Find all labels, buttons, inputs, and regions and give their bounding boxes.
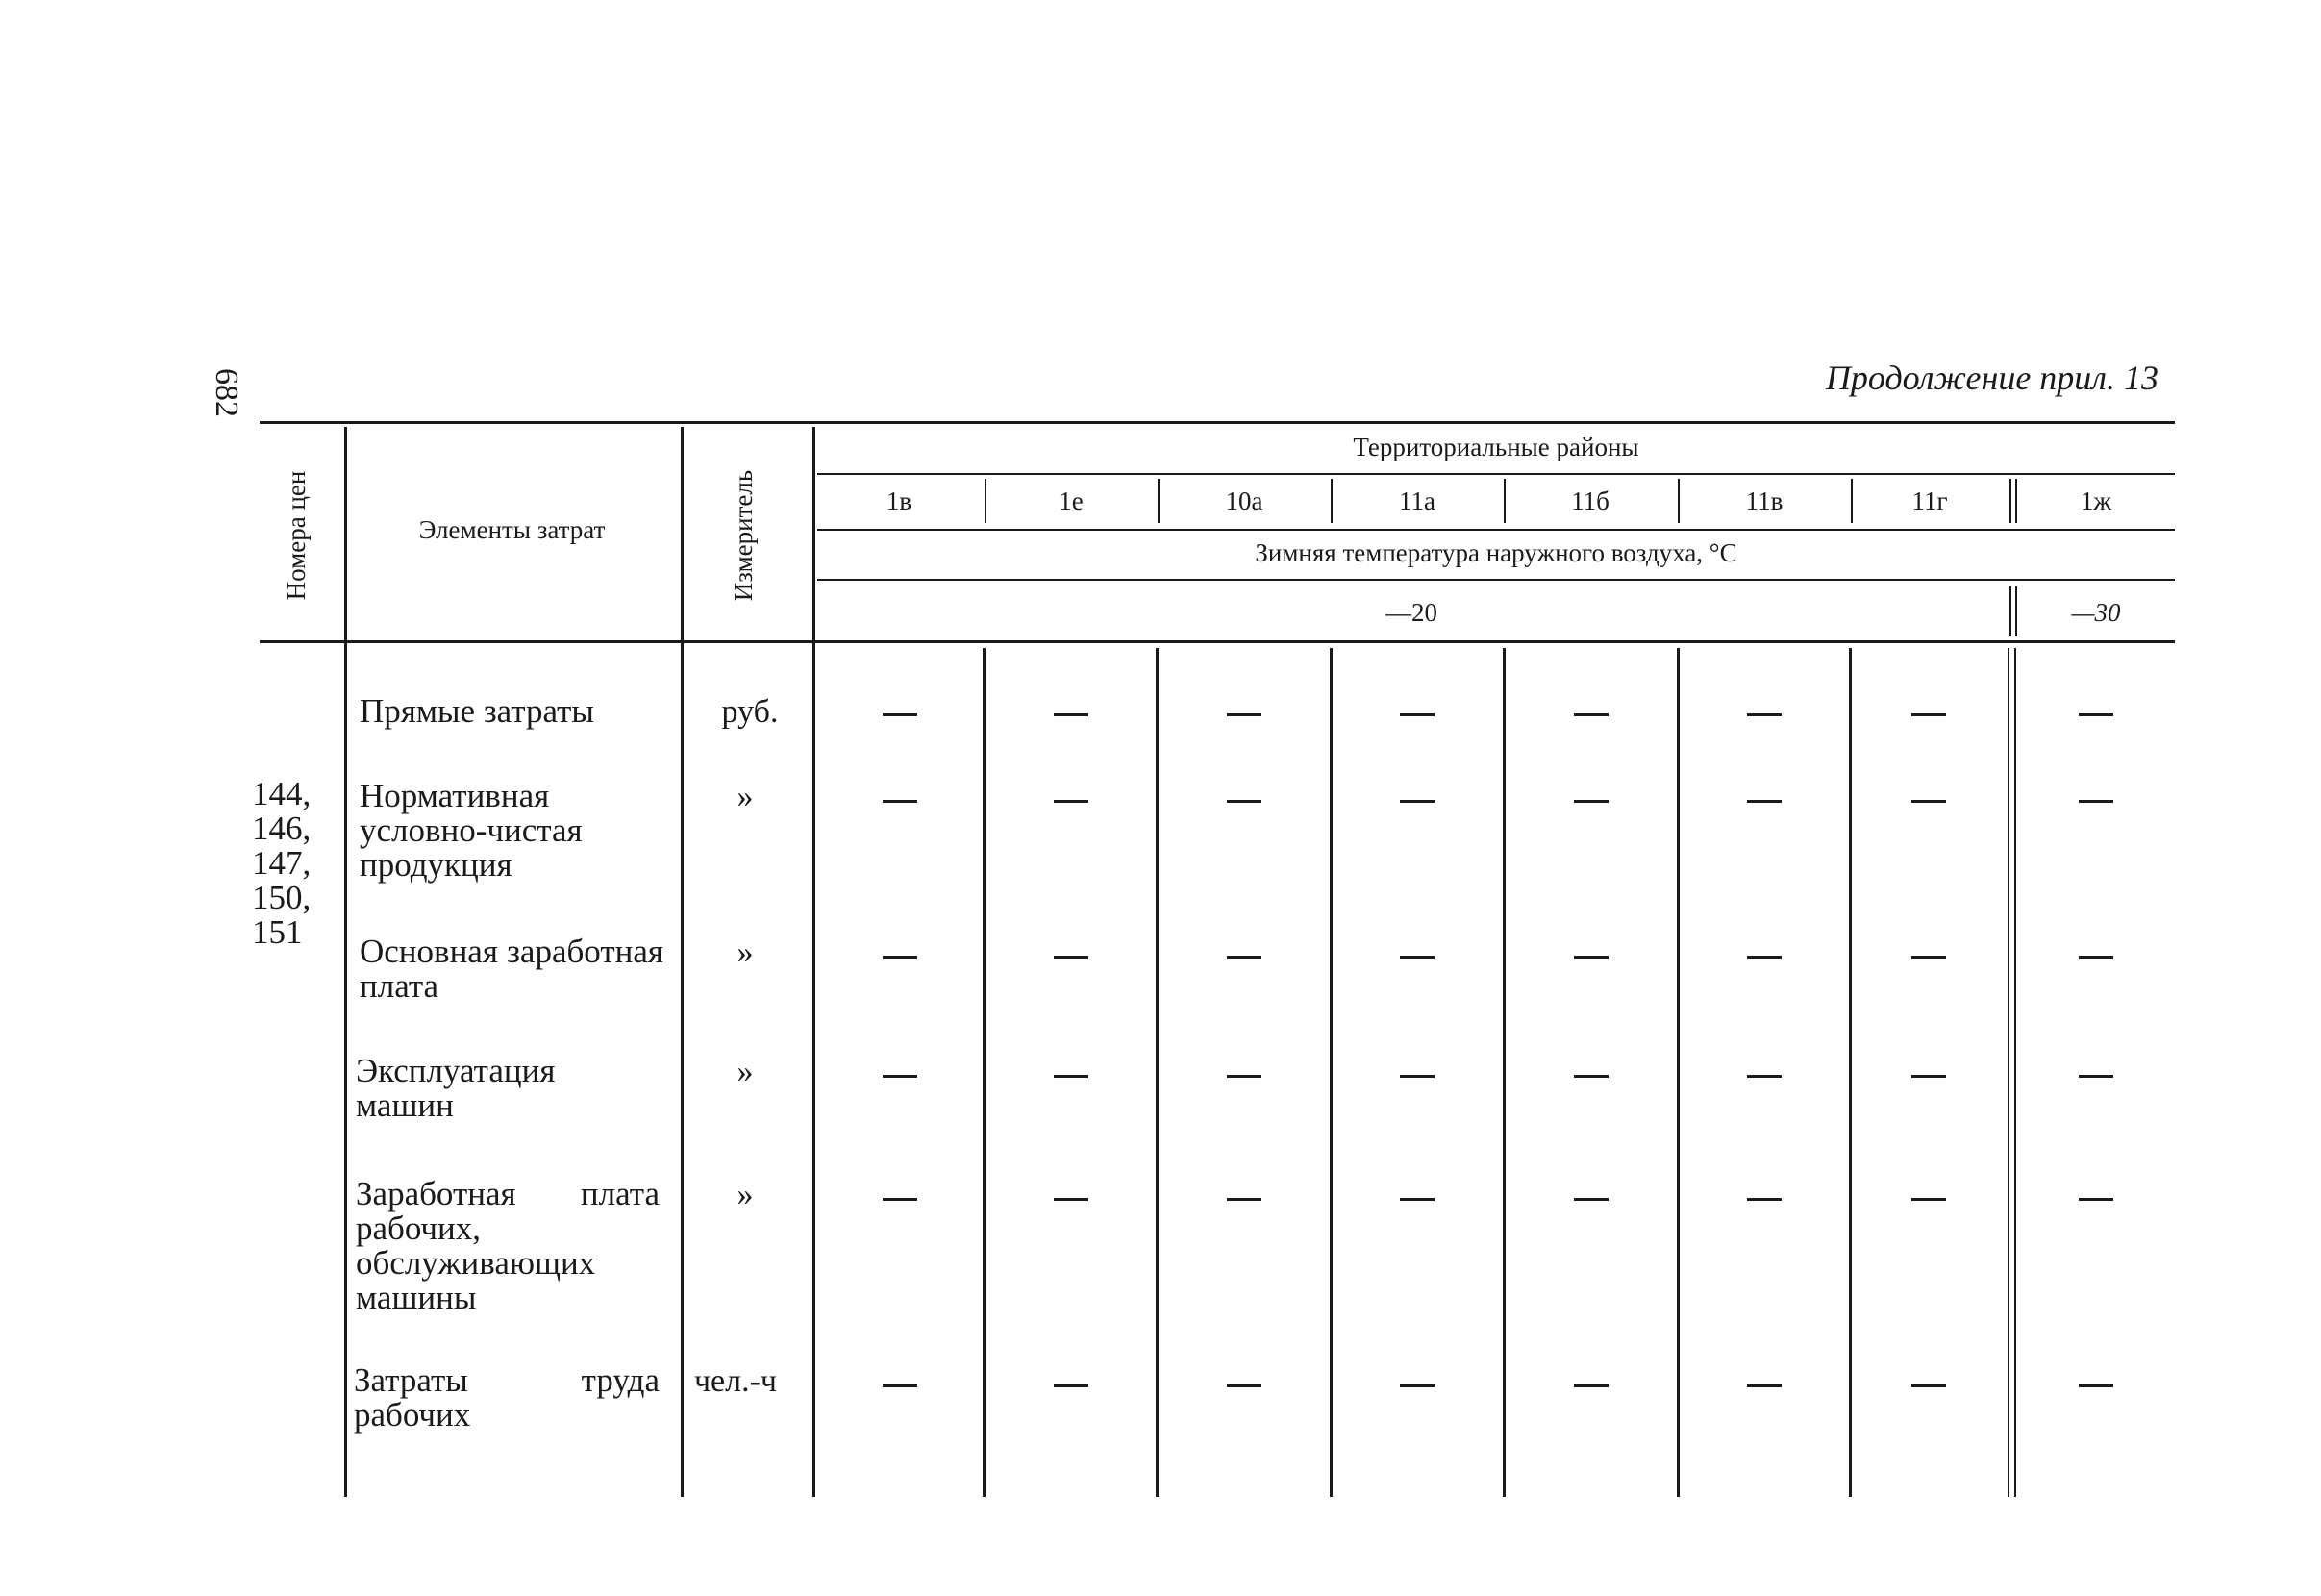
value-cell bbox=[1054, 956, 1088, 959]
price-number: 151 bbox=[252, 913, 303, 951]
value-cell bbox=[1747, 956, 1782, 959]
row-element: Эксплуатация машин bbox=[356, 1052, 556, 1124]
value-cell bbox=[883, 800, 917, 803]
price-number: 146, bbox=[252, 810, 312, 847]
value-cell bbox=[2079, 713, 2113, 716]
value-cell bbox=[1227, 800, 1261, 803]
row-element: Заработная плата рабочих, обслуживающих машины bbox=[356, 1175, 660, 1316]
temp-double-divider bbox=[2009, 586, 2011, 636]
value-cell bbox=[1747, 1075, 1782, 1078]
value-cell bbox=[1574, 1075, 1609, 1078]
value-cell bbox=[1911, 1384, 1946, 1387]
col-divider-1 bbox=[344, 427, 347, 1497]
value-cell bbox=[1054, 800, 1088, 803]
value-cell bbox=[1227, 956, 1261, 959]
value-cell bbox=[1400, 1075, 1435, 1078]
district-double-divider-hdr bbox=[2009, 479, 2011, 523]
value-cell bbox=[1054, 1198, 1088, 1201]
value-cell bbox=[1227, 1384, 1261, 1387]
body-divider bbox=[1503, 648, 1506, 1497]
row-unit: » bbox=[736, 779, 754, 814]
price-number: 150, bbox=[252, 879, 312, 916]
value-cell bbox=[1747, 1384, 1782, 1387]
header-price-numbers: Номера цен bbox=[282, 470, 311, 601]
col-divider-3 bbox=[812, 427, 815, 1497]
row-unit: » bbox=[736, 1177, 754, 1212]
value-cell bbox=[1400, 1198, 1435, 1201]
body-divider bbox=[1849, 648, 1852, 1497]
temperature-label: Зимняя температура наружного воздуха, °С bbox=[1255, 538, 1737, 567]
price-number: 144, bbox=[252, 775, 312, 812]
row-element: Основная заработная плата bbox=[360, 933, 663, 1005]
page-number: 682 bbox=[209, 368, 244, 417]
row-unit: чел.-ч bbox=[693, 1363, 778, 1399]
value-cell bbox=[1574, 713, 1609, 716]
value-cell bbox=[1574, 1384, 1609, 1387]
value-cell bbox=[883, 1075, 917, 1078]
temperature-row-rule bbox=[817, 579, 2175, 581]
value-cell bbox=[1054, 1075, 1088, 1078]
value-cell bbox=[1747, 800, 1782, 803]
value-cell bbox=[2079, 1384, 2113, 1387]
districts-row-rule bbox=[817, 529, 2175, 531]
value-cell bbox=[2079, 956, 2113, 959]
district-11g: 11г bbox=[1911, 486, 1948, 515]
district-10a: 10а bbox=[1225, 486, 1263, 515]
district-1v: 1в bbox=[886, 486, 912, 515]
value-cell bbox=[1911, 1075, 1946, 1078]
value-cell bbox=[2079, 800, 2113, 803]
value-cell bbox=[1574, 1198, 1609, 1201]
value-cell bbox=[1574, 800, 1609, 803]
district-double-divider-hdr bbox=[2015, 479, 2017, 523]
value-cell bbox=[1227, 1198, 1261, 1201]
value-cell bbox=[1400, 1384, 1435, 1387]
header-bottom-rule bbox=[260, 640, 2175, 643]
value-cell bbox=[2079, 1075, 2113, 1078]
header-meter: Измеритель bbox=[729, 469, 758, 602]
value-cell bbox=[1911, 800, 1946, 803]
district-11b: 11б bbox=[1571, 486, 1610, 515]
value-cell bbox=[1400, 800, 1435, 803]
row-element: Затраты труда рабочих bbox=[354, 1361, 660, 1434]
body-divider bbox=[1156, 648, 1159, 1497]
value-cell bbox=[1747, 1198, 1782, 1201]
value-cell bbox=[1227, 1075, 1261, 1078]
value-cell bbox=[1227, 713, 1261, 716]
temp-double-divider bbox=[2015, 586, 2017, 636]
districts-group-rule bbox=[817, 473, 2175, 475]
header-districts-group: Территориальные районы bbox=[1353, 433, 1639, 461]
row-unit: руб. bbox=[721, 694, 779, 730]
header-elements: Элементы затрат bbox=[418, 515, 606, 544]
price-number: 147, bbox=[252, 844, 312, 882]
value-cell bbox=[1747, 713, 1782, 716]
body-divider bbox=[1677, 648, 1680, 1497]
value-cell bbox=[883, 1198, 917, 1201]
body-divider bbox=[983, 648, 986, 1497]
value-cell bbox=[1054, 713, 1088, 716]
district-1e: 1е bbox=[1059, 486, 1084, 515]
row-unit: » bbox=[736, 935, 754, 970]
value-cell bbox=[1911, 713, 1946, 716]
value-cell bbox=[1054, 1384, 1088, 1387]
value-cell bbox=[1400, 713, 1435, 716]
value-cell bbox=[2079, 1198, 2113, 1201]
table-top-rule bbox=[260, 421, 2175, 424]
value-cell bbox=[883, 1384, 917, 1387]
district-1zh: 1ж bbox=[2080, 486, 2112, 515]
page-title: Продолжение прил. 13 bbox=[1825, 359, 2159, 397]
row-element: Прямые затраты bbox=[360, 692, 594, 730]
district-11a: 11а bbox=[1399, 486, 1435, 515]
value-cell bbox=[1911, 1198, 1946, 1201]
col-divider-2 bbox=[681, 427, 684, 1497]
body-double-divider bbox=[2008, 648, 2009, 1497]
value-cell bbox=[1574, 956, 1609, 959]
value-cell bbox=[883, 956, 917, 959]
body-double-divider bbox=[2014, 648, 2016, 1497]
temp-value-20: —20 bbox=[1385, 598, 1437, 627]
row-unit: » bbox=[736, 1054, 754, 1089]
row-element: Нормативная условно-чистая продукция bbox=[360, 777, 583, 884]
temp-value-30: —30 bbox=[2071, 598, 2121, 627]
value-cell bbox=[1911, 956, 1946, 959]
value-cell bbox=[1400, 956, 1435, 959]
body-divider bbox=[1330, 648, 1333, 1497]
district-11v: 11в bbox=[1745, 486, 1784, 515]
value-cell bbox=[883, 713, 917, 716]
